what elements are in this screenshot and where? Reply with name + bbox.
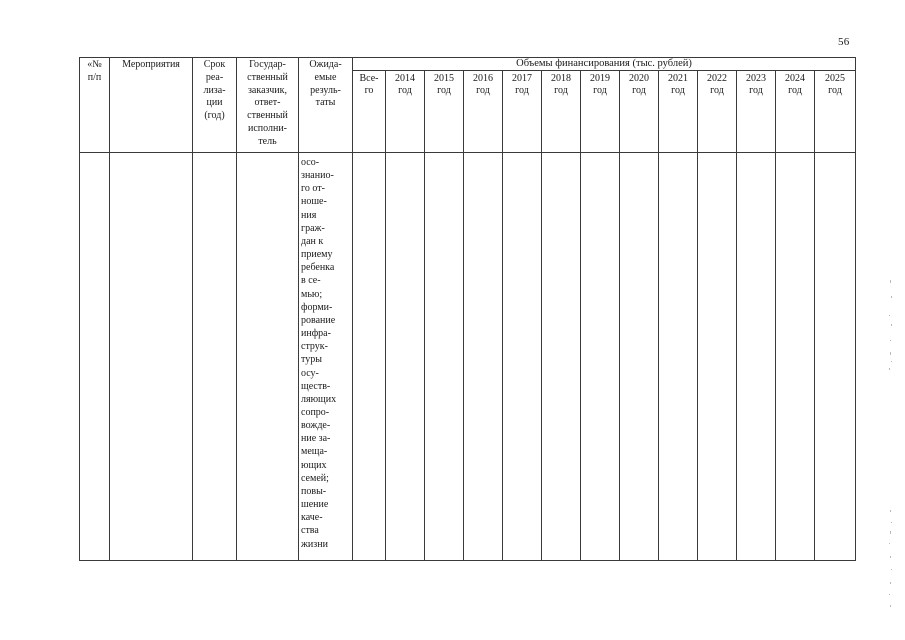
header-results: Ожида- емые резуль- таты [299, 58, 353, 153]
cell-measures [110, 153, 193, 561]
cell-year-2025 [815, 153, 856, 561]
table-row [80, 153, 856, 561]
funding-table [79, 57, 856, 561]
cell-year-2019 [581, 153, 620, 561]
cell-year-2018 [542, 153, 581, 561]
header-year-2017: 2017 год [503, 71, 542, 153]
cell-results [299, 153, 353, 561]
cell-customer [237, 153, 299, 561]
header-year-2024: 2024 год [776, 71, 815, 153]
header-num: «№ п/п [80, 58, 110, 153]
results-text: осо- знанио- го от- ноше- ния граж- дан к приему ребенка в се- мью; форми- рование инфра- струк- туры осу- ществ- ляющих сопро- вожде- ние за- меща- ющих семей; повы- шение каче- ства жизни [301, 157, 337, 550]
header-term: Срок реа- лиза- ции (год) [193, 58, 237, 153]
header-year-2021: 2021 год [659, 71, 698, 153]
header-year-2018: 2018 год [542, 71, 581, 153]
cell-num [80, 153, 110, 561]
header-year-2016: 2016 год [464, 71, 503, 153]
cell-year-2014 [386, 153, 425, 561]
cell-year-2023 [737, 153, 776, 561]
header-year-2015: 2015 год [425, 71, 464, 153]
header-customer: Государ- ственный заказчик, ответ- ственный исполни- тель [237, 58, 299, 153]
header-funding-group: Объемы финансирования (тыс. рублей) [353, 58, 856, 71]
cell-year-2017 [503, 153, 542, 561]
header-year-2023: 2023 год [737, 71, 776, 153]
cell-year-2020 [620, 153, 659, 561]
scan-noise-marks [880, 260, 900, 620]
header-year-2022: 2022 год [698, 71, 737, 153]
cell-year-2016 [464, 153, 503, 561]
cell-year-2022 [698, 153, 737, 561]
header-year-2014: 2014 год [386, 71, 425, 153]
header-row-top [80, 58, 856, 71]
cell-total [353, 153, 386, 561]
header-measures: Мероприятия [110, 58, 193, 153]
header-year-2020: 2020 год [620, 71, 659, 153]
header-total: Все- го [353, 71, 386, 153]
cell-term [193, 153, 237, 561]
header-year-2025: 2025 год [815, 71, 856, 153]
cell-year-2024 [776, 153, 815, 561]
header-year-2019: 2019 год [581, 71, 620, 153]
page-number: 56 [838, 36, 850, 48]
cell-year-2015 [425, 153, 464, 561]
cell-year-2021 [659, 153, 698, 561]
